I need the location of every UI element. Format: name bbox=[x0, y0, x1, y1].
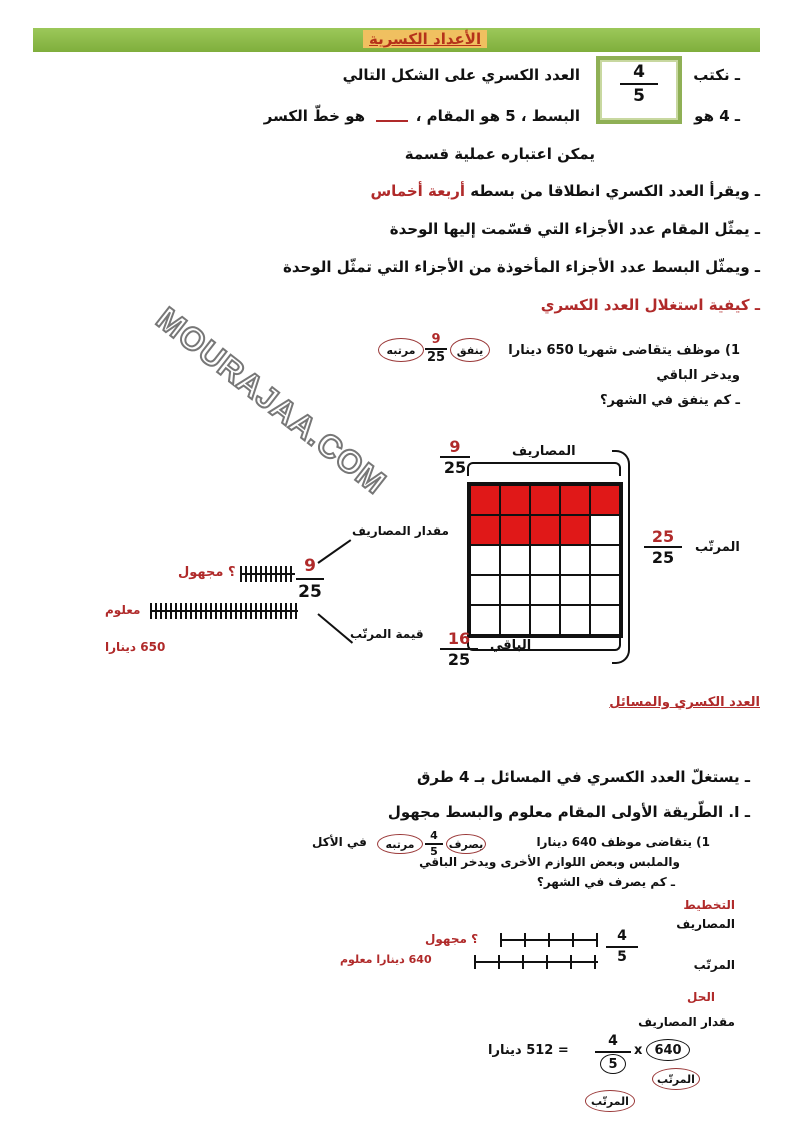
grid-cell-filled bbox=[500, 515, 530, 545]
rest-label: الباقي bbox=[490, 638, 532, 653]
grid-cell-filled bbox=[560, 485, 590, 515]
grid-cell bbox=[560, 575, 590, 605]
grid-cell-filled bbox=[470, 515, 500, 545]
salary-bar bbox=[150, 603, 298, 619]
solution-fraction: $\frac{4}{5}$ bbox=[595, 1033, 631, 1074]
problem2-circled-spend: يصرف bbox=[446, 834, 486, 854]
solution-salary-label2: المرتّب bbox=[585, 1090, 635, 1112]
plan-known: 640 دينارا معلوم bbox=[340, 953, 432, 966]
fraction-line-sample bbox=[376, 120, 408, 122]
problem1-line2: ويدخر الباقي bbox=[656, 368, 740, 383]
intro-line3: يمكن اعتباره عملية قسمة bbox=[404, 145, 595, 163]
problem1-fraction: 9 25 bbox=[426, 332, 446, 365]
problem2-line3: ـ كم يصرف في الشهر؟ bbox=[536, 875, 675, 889]
solution-salary-label1: المرتّب bbox=[652, 1068, 700, 1090]
problem2-fraction: 4 5 bbox=[425, 830, 443, 858]
grid-cell bbox=[530, 605, 560, 635]
grid-cell bbox=[500, 545, 530, 575]
bar-model-fraction: 9 25 bbox=[296, 555, 324, 603]
expenses-fraction: 9 25 bbox=[440, 438, 470, 476]
known-amount: 650 دينارا bbox=[105, 640, 166, 654]
known-label: معلوم bbox=[105, 603, 141, 617]
grid-cell-filled bbox=[530, 485, 560, 515]
salary-label: المرتّب bbox=[695, 540, 740, 555]
grid-cell-filled bbox=[530, 515, 560, 545]
intro-line1-b: العدد الكسري على الشكل التالي bbox=[342, 66, 580, 84]
problem2-circled-salary: مرتبه bbox=[377, 834, 423, 854]
intro-line4: ـ ويقرأ العدد الكسري انطلاقا من بسطه أربعة أخماس bbox=[370, 182, 760, 200]
fraction-bar bbox=[620, 83, 658, 85]
problem2-line1-a: 1) يتقاضى موظف 640 دينارا bbox=[536, 835, 710, 849]
problem2-line1-b: في الأكل bbox=[312, 835, 367, 849]
pointer-line bbox=[317, 613, 353, 643]
intro-line7: ـ كيفية استغلال العدد الكسري bbox=[540, 296, 760, 314]
grid-cell bbox=[530, 545, 560, 575]
intro-line2-c: هو خطّ الكسر bbox=[263, 107, 365, 125]
problem2-line2: والملبس وبعض اللوازم الأخرى ويدخر الباقي bbox=[419, 855, 680, 869]
solution-label: مقدار المصاريف bbox=[638, 1015, 735, 1029]
solution-times: x bbox=[634, 1043, 643, 1058]
intro-line5: ـ يمثّل المقام عدد الأجزاء التي قسّمت إليها الوحدة bbox=[389, 220, 760, 238]
fraction-grid bbox=[467, 482, 623, 638]
section2-title: العدد الكسري والمسائل bbox=[609, 695, 760, 710]
salary-fraction: 25 25 bbox=[644, 528, 682, 566]
plan-fraction: 4 5 bbox=[606, 928, 638, 966]
grid-cell bbox=[560, 545, 590, 575]
problem1-circled-spend: ينفق bbox=[450, 338, 490, 362]
grid-cell bbox=[530, 575, 560, 605]
problem1-circled-salary: مرتبه bbox=[378, 338, 424, 362]
plan-unknown: ؟ مجهول bbox=[425, 932, 479, 946]
plan-salary-label: المرتّب bbox=[693, 958, 735, 972]
plan-expenses-label: المصاريف bbox=[676, 917, 735, 931]
pointer-line bbox=[317, 539, 351, 564]
grid-cell-filled bbox=[470, 485, 500, 515]
section2-line2: ـ I. الطّريقة الأولى المقام معلوم والبسط مجهول bbox=[387, 803, 750, 821]
intro-line2-b: البسط ، 5 هو المقام ، bbox=[415, 107, 580, 125]
grid-cell bbox=[500, 575, 530, 605]
grid-cell-filled bbox=[560, 515, 590, 545]
fraction-denominator: 5 bbox=[633, 86, 645, 106]
expenses-amount-label: مقدار المصاريف bbox=[352, 524, 449, 538]
unknown-label: ؟ مجهول bbox=[178, 565, 236, 580]
expenses-brace bbox=[467, 462, 621, 476]
intro-line6: ـ ويمثّل البسط عدد الأجزاء المأخوذة من الأجزاء التي تمثّل الوحدة bbox=[282, 258, 760, 276]
fraction-numerator: 4 bbox=[633, 62, 645, 82]
fraction-box bbox=[596, 56, 682, 124]
plan-salary-line bbox=[474, 955, 598, 969]
grid-cell bbox=[500, 605, 530, 635]
watermark: MOURAJAA.COM bbox=[149, 300, 393, 502]
section2-line1: ـ يستغلّ العدد الكسري في المسائل بـ 4 طرق bbox=[416, 768, 750, 786]
salary-value-label: قيمة المرتّب bbox=[350, 627, 424, 641]
page-title: الأعداد الكسرية bbox=[363, 30, 487, 48]
grid-cell bbox=[560, 605, 590, 635]
solution-640: 640 bbox=[646, 1039, 690, 1061]
salary-brace bbox=[612, 450, 630, 664]
rest-fraction: 16 25 bbox=[440, 630, 478, 668]
expenses-label: المصاريف bbox=[512, 444, 576, 459]
grid-cell bbox=[470, 545, 500, 575]
grid-cell bbox=[470, 575, 500, 605]
problem1-line1: 1) موظف يتقاضى شهريا 650 دينارا bbox=[508, 343, 740, 358]
grid-cell-filled bbox=[500, 485, 530, 515]
solution-result: = 512 دينارا bbox=[488, 1043, 569, 1058]
intro-line2-a: ـ 4 هو bbox=[694, 107, 740, 125]
expenses-bar bbox=[240, 566, 295, 582]
problem1-line3: ـ كم ينفق في الشهر؟ bbox=[599, 393, 740, 408]
title-banner bbox=[33, 28, 760, 52]
intro-line1-a: ـ نكتب bbox=[693, 66, 740, 84]
plan-expenses-line bbox=[500, 933, 598, 947]
solution-heading: الحل bbox=[687, 990, 715, 1004]
plan-heading: التخطيط bbox=[683, 898, 735, 912]
